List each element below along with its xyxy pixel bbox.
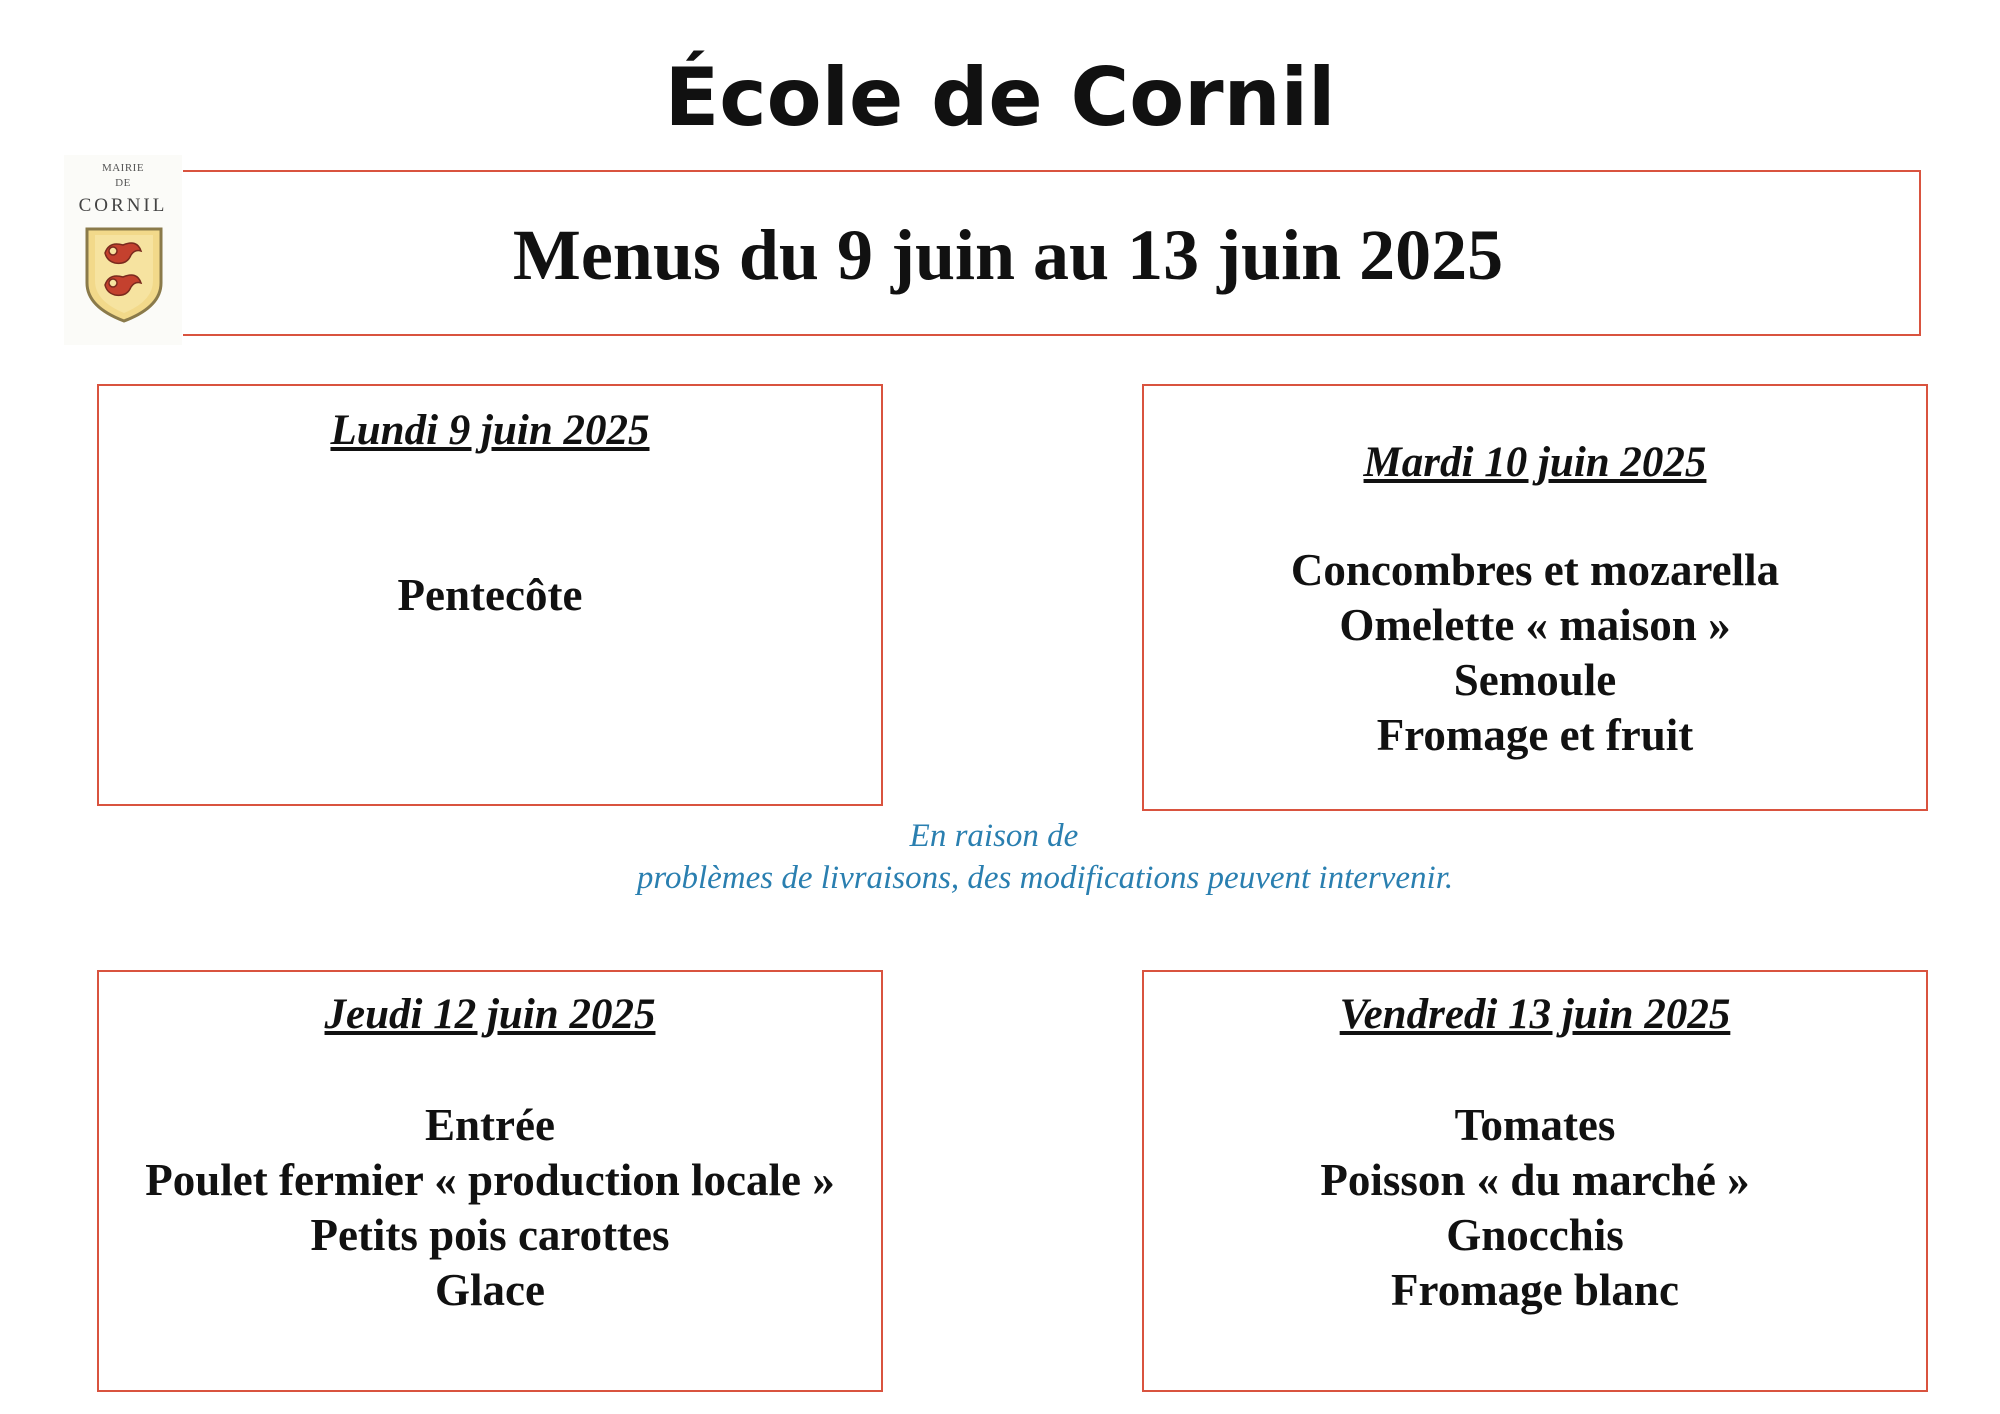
crest-mairie-line1: MAIRIE: [101, 162, 145, 174]
notice-line1: En raison de: [909, 818, 1079, 854]
dish-item: Pentecôte: [397, 570, 583, 620]
day-title: Vendredi 13 juin 2025: [1339, 991, 1731, 1038]
day-card-mardi: [1142, 384, 1928, 811]
notice-line2: problèmes de livraisons, des modifications peuvent intervenir.: [636, 860, 1454, 896]
day-title: Lundi 9 juin 2025: [330, 407, 650, 454]
menu-header-box: [183, 170, 1921, 336]
day-card-lundi: [97, 384, 883, 806]
dish-list: [99, 568, 881, 623]
dish-list: [1144, 543, 1926, 763]
school-title: École de Cornil: [664, 51, 1336, 144]
dish-item: Glace: [435, 1265, 545, 1315]
dish-item: Tomates: [1454, 1100, 1616, 1150]
delivery-notice: [0, 815, 2000, 899]
dish-item: Fromage et fruit: [1376, 710, 1694, 760]
dish-item: Omelette « maison »: [1339, 600, 1731, 650]
dish-item: Fromage blanc: [1391, 1265, 1679, 1315]
crest-town-label: CORNIL: [78, 195, 168, 216]
crest-mairie-label: [64, 161, 182, 191]
dish-list: [99, 1098, 881, 1318]
coat-of-arms-icon: [83, 225, 165, 325]
dish-item: Gnocchis: [1446, 1210, 1624, 1260]
dish-item: Entrée: [425, 1100, 555, 1150]
day-card-jeudi: [97, 970, 883, 1392]
dish-item: Semoule: [1453, 655, 1617, 705]
dish-list: [1144, 1098, 1926, 1318]
day-card-vendredi: [1142, 970, 1928, 1392]
menu-week-title: Menus du 9 juin au 13 juin 2025: [512, 215, 1504, 295]
day-title: Jeudi 12 juin 2025: [324, 991, 656, 1038]
day-title: Mardi 10 juin 2025: [1363, 439, 1707, 486]
dish-item: Petits pois carottes: [310, 1210, 670, 1260]
dish-item: Concombres et mozarella: [1290, 545, 1780, 595]
crest-mairie-line2: DE: [115, 177, 131, 189]
dish-item: Poisson « du marché »: [1320, 1155, 1750, 1205]
dish-item: Poulet fermier « production locale »: [145, 1155, 835, 1205]
cornil-crest-logo: [64, 155, 182, 345]
